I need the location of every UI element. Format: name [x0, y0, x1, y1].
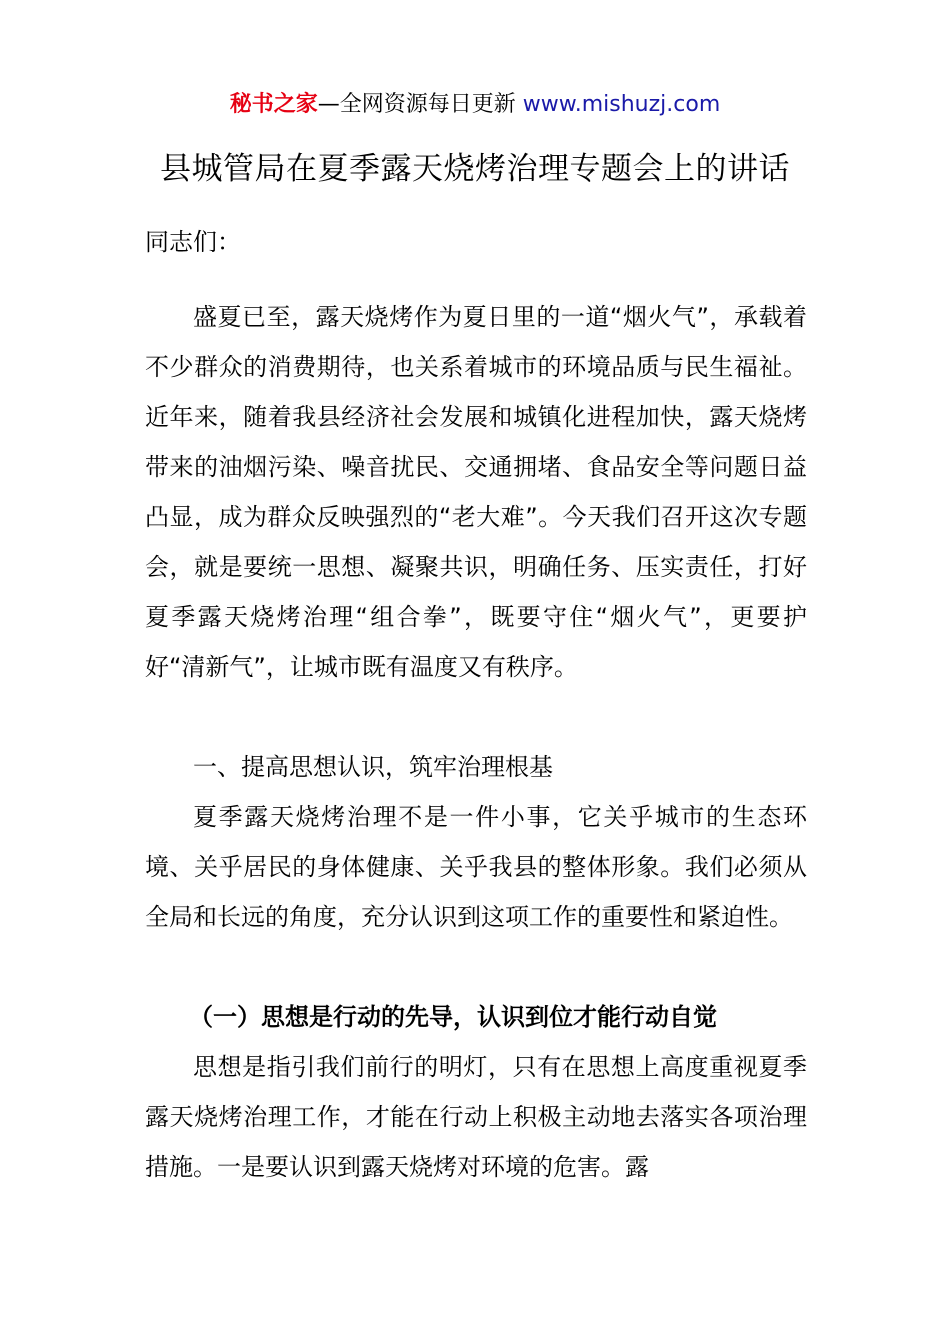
section-heading-block [145, 742, 807, 792]
subsection-paragraph: 思想是指引我们前行的明灯，只有在思想上高度重视夏季露天烧烤治理工作，才能在行动上积极主动地去落实各项治理措施。一是要认识到露天烧烤对环境的危害。露 [145, 1053, 807, 1181]
subsection-paragraph-block [145, 1042, 807, 1192]
subsection-heading: （一）思想是行动的先导，认识到位才能行动自觉 [189, 1003, 717, 1031]
site-brand: 秘书之家 [229, 92, 318, 117]
section-paragraph-block [145, 792, 807, 942]
intro-paragraph: 盛夏已至，露天烧烤作为夏日里的一道“烟火气”，承载着不少群众的消费期待，也关系着城市的环境品质与民生福祉。近年来，随着我县经济社会发展和城镇化进程加快，露天烧烤带来的油烟污染、噪音扰民、交通拥堵、食品安全等问题日益凸显，成为群众反映强烈的“老大难”。今天我们召开这次专题会，就是要统一思想、凝聚共识，明确任务、压实责任，打好夏季露天烧烤治理“组合拳”，既要守住“烟火气”，更要护好“清新气”，让城市既有温度又有秩序。 [145, 303, 807, 681]
section-heading: 一、提高思想认识，筑牢治理根基 [193, 753, 553, 781]
salutation: 同志们： [145, 228, 241, 256]
salutation-block [145, 217, 807, 267]
subsection-heading-block [145, 992, 807, 1042]
document-title: 县城管局在夏季露天烧烤治理专题会上的讲话 [160, 151, 790, 187]
site-tagline: —全网资源每日更新 [317, 92, 523, 117]
site-url[interactable]: www.mishuzj.com [522, 92, 721, 117]
intro-paragraph-block [145, 292, 807, 692]
site-header [0, 88, 950, 122]
section-paragraph: 夏季露天烧烤治理不是一件小事，它关乎城市的生态环境、关乎居民的身体健康、关乎我县的整体形象。我们必须从全局和长远的角度，充分认识到这项工作的重要性和紧迫性。 [145, 803, 807, 931]
